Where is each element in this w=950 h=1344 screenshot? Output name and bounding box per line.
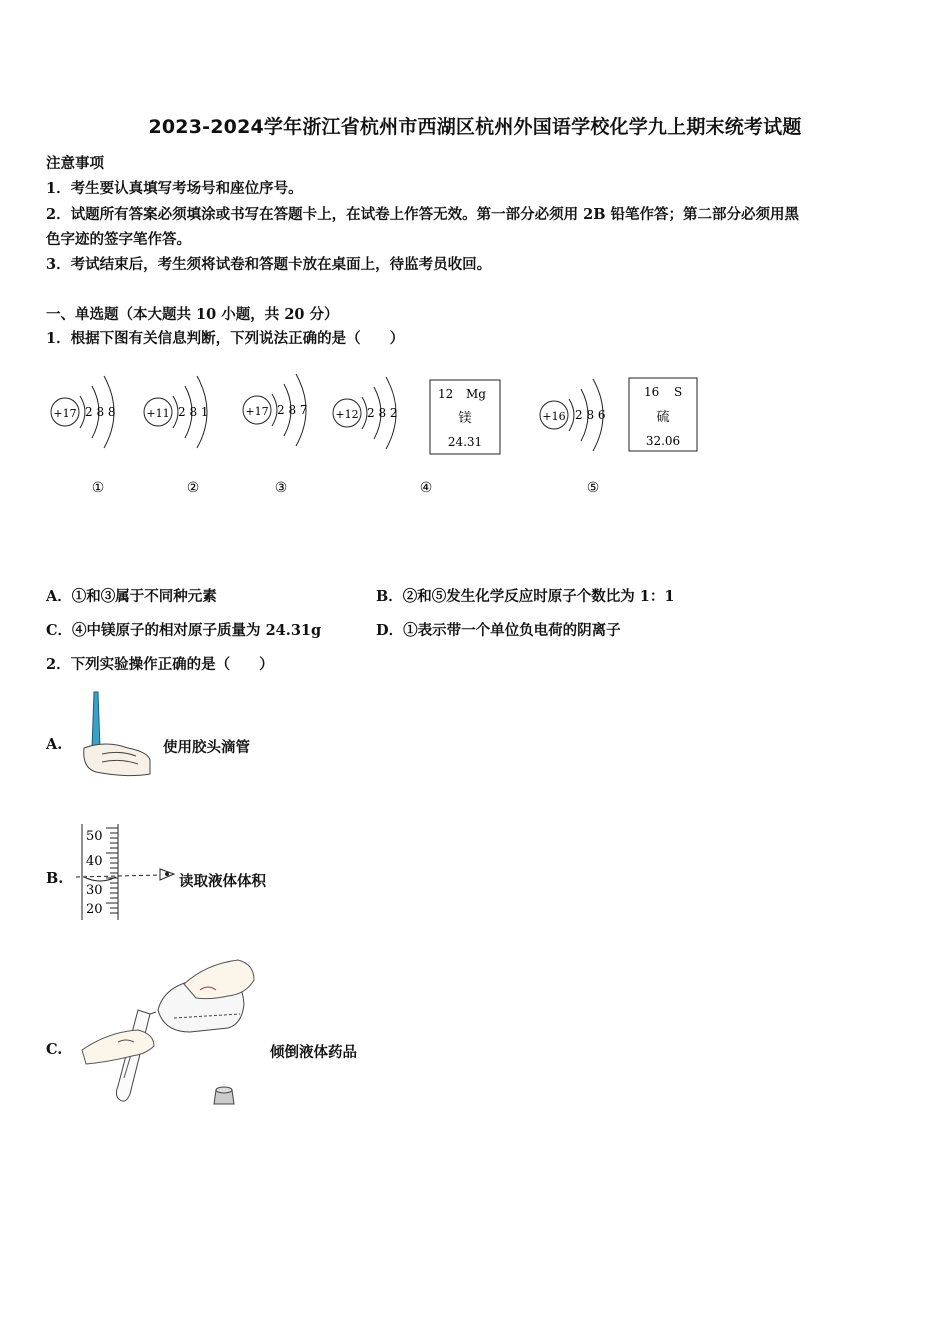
page-title: 2023-2024学年浙江省杭州市西湖区杭州外国语学校化学九上期末统考试题 (148, 116, 802, 138)
notice-item: 色字迹的签字笔作答。 (46, 231, 191, 248)
q1-option-c: C．④中镁原子的相对原子质量为 24.31g (46, 622, 322, 639)
atom-nucleus: +16 (542, 410, 566, 423)
atom-shells: 2 8 7 (277, 403, 308, 417)
atom-label: ④ (419, 480, 433, 496)
atom-shells: 2 8 1 (178, 405, 209, 419)
atom-diagram-5 (540, 379, 606, 451)
q2-option-a-caption: 使用胶头滴管 (163, 739, 250, 756)
atom-shells: 2 8 8 (85, 405, 116, 419)
atom-label: ② (186, 480, 200, 496)
atom-diagram-1 (51, 376, 116, 448)
q2-option-c-letter: C. (46, 1041, 63, 1058)
q1-option-a: A．①和③属于不同种元素 (46, 588, 217, 605)
atom-label: ③ (274, 480, 288, 496)
question-2-stem: 2．下列实验操作正确的是（ ） (46, 656, 274, 673)
q2-option-b-caption: 读取液体体积 (179, 873, 266, 890)
element-number: 12 (438, 387, 454, 401)
atom-shells: 2 8 6 (575, 408, 606, 422)
dropper-illustration (76, 688, 156, 782)
element-number: 16 (644, 385, 660, 399)
atom-shells: 2 8 2 (367, 406, 398, 420)
atom-nucleus: +11 (146, 407, 170, 420)
tick-label: 40 (86, 854, 103, 869)
q2-option-b-letter: B. (46, 870, 64, 887)
atom-label: ① (91, 480, 105, 496)
notice-item: 3．考试结束后，考生须将试卷和答题卡放在桌面上，待监考员收回。 (46, 256, 492, 273)
element-mass: 32.06 (645, 434, 681, 448)
q2-option-c-caption: 倾倒液体药品 (270, 1044, 357, 1061)
element-card-mg (430, 380, 500, 454)
atom-diagram-4 (333, 377, 398, 449)
notice-item: 1．考生要认真填写考场号和座位序号。 (46, 180, 303, 197)
atom-nucleus: +17 (53, 407, 77, 420)
atom-nucleus: +17 (245, 405, 269, 418)
element-name: 硫 (656, 410, 670, 425)
element-name: 镁 (458, 411, 472, 426)
q1-option-d: D．①表示带一个单位负电荷的阴离子 (376, 622, 621, 639)
tick-label: 50 (86, 829, 103, 844)
element-mass: 24.31 (447, 435, 483, 449)
graduated-cylinder-illustration (76, 822, 180, 922)
element-symbol: Mg (466, 387, 486, 401)
q1-option-b: B．②和⑤发生化学反应时原子个数比为 1：1 (376, 588, 675, 605)
question-1-stem: 1．根据下图有关信息判断，下列说法正确的是（ ） (46, 330, 405, 347)
atom-structure-figure (40, 360, 720, 500)
element-symbol: S (674, 385, 683, 399)
section-heading: 一、单选题（本大题共 10 小题，共 20 分） (46, 306, 339, 323)
atom-diagram-3 (243, 374, 308, 446)
q2-option-a-letter: A. (46, 736, 63, 753)
atom-diagram-2 (144, 376, 209, 448)
pouring-liquid-illustration (78, 958, 258, 1110)
tick-label: 30 (86, 883, 103, 898)
notice-heading: 注意事项 (46, 155, 104, 172)
tick-label: 20 (86, 902, 103, 917)
notice-item: 2．试题所有答案必须填涂或书写在答题卡上，在试卷上作答无效。第一部分必须用 2B 铅笔作答；第二部分必须用黑 (46, 206, 800, 223)
atom-label: ⑤ (586, 480, 600, 496)
element-card-s (629, 378, 697, 451)
atom-nucleus: +12 (335, 408, 359, 421)
